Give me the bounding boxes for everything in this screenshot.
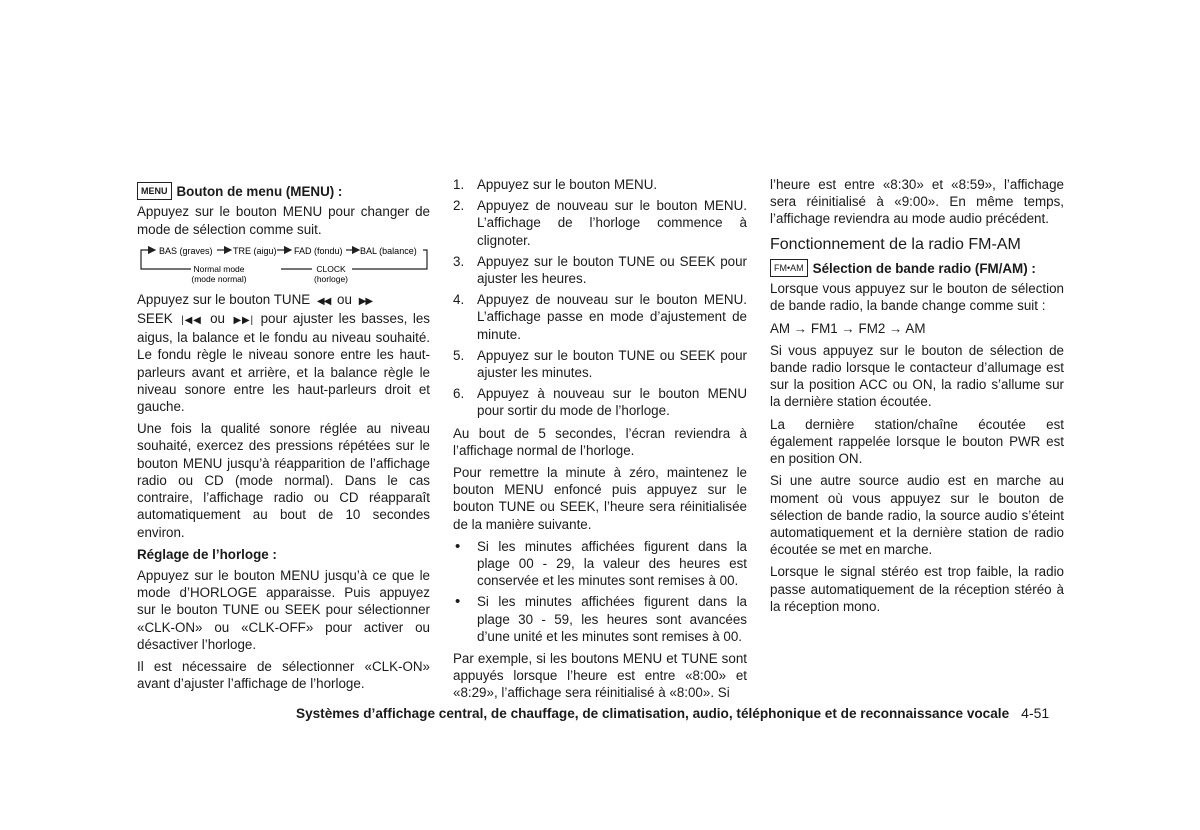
skip-back-icon: |◀◀ (181, 315, 202, 327)
footer-chapter-title: Systèmes d’affichage central, de chauffage, de climatisation, audio, téléphonique et de reconnaissance vocale (296, 706, 1010, 721)
tune-text: Appuyez sur le bouton TUNE (137, 291, 311, 307)
clock-steps-list (453, 176, 747, 420)
ou-text-2: ou (210, 311, 226, 327)
flow-normal-1: Normal mode (193, 263, 245, 274)
flow-fad: FAD (fondu) (294, 245, 343, 256)
stereo-paragraph: Lorsque le signal stéréo est trop faible, la radio passe automatiquement de la réception stéréo à la réception mono. (770, 564, 1064, 614)
rewind-icon: ◀◀ (316, 295, 331, 307)
flow-clock-2: (horloge) (313, 273, 349, 284)
sound-quality-paragraph: Une fois la qualité sonore réglée au niveau souhaité, exercez des pressions répétées sur le bouton MENU jusqu’à réapparition de l’affichage radio ou CD (mode normal). Dans le cas contraire, l’affichage radio ou CD réapparaît automatiquement au bout de 10 secondes environ. (137, 421, 430, 540)
clock-mode-paragraph: Appuyez sur le bouton MENU jusqu’à ce que le mode d’HORLOGE apparaisse. Puis appuyez sur le bouton TUNE ou SEEK pour sélectionner «CLK-ON» ou «CLK-OFF» pour activer ou désactiver l’horloge. (137, 567, 430, 652)
band-change-paragraph: Lorsque vous appuyez sur le bouton de sélection de bande radio, la bande change comme suit : (770, 281, 1064, 314)
clock-setting-heading: Réglage de l’horloge : (137, 546, 277, 562)
flow-bal: BAL (balance) (360, 245, 417, 256)
reset-rules-list (453, 538, 747, 645)
skip-forward-icon: ▶▶| (233, 315, 253, 327)
example-continued-paragraph: l’heure est entre «8:30» et «8:59», l’affichage sera réinitialisé à «9:00». En même temps, l’affichage reviendra au mode audio précédent. (770, 177, 1064, 227)
step-item: 1. Appuyez sur le bouton MENU. (453, 177, 658, 192)
tune-seek-rest: pour ajuster les basses, les aigus, la balance et le fondu au niveau souhaité. Le fondu règle le niveau sonore entre les haut-parleurs avant et arrière, et la balance règle le niveau sonore entre les haut-parleurs droit et gauche. (137, 311, 430, 415)
page-footer (296, 705, 1066, 721)
flow-clock-1: CLOCK (316, 263, 346, 274)
step-item: 5. Appuyez sur le bouton TUNE ou SEEK pour ajuster les minutes. (453, 347, 747, 381)
minute-reset-paragraph: Pour remettre la minute à zéro, maintenez le bouton MENU enfoncé puis appuyez sur le bouton TUNE ou SEEK, l’heure sera réinitialisée de la manière suivante. (453, 465, 747, 532)
step-item: 4. Appuyez de nouveau sur le bouton MENU. L’affichage passe en mode d’ajustement de minute. (453, 292, 747, 342)
flow-tre: TRE (aigu) (233, 245, 277, 256)
step-item: 3. Appuyez sur le bouton TUNE ou SEEK pour ajuster les heures. (453, 253, 747, 287)
seek-text: SEEK (137, 311, 173, 327)
step-item: 2. Appuyez de nouveau sur le bouton MENU. L’affichage de l’horloge commence à clignoter. (453, 198, 747, 248)
menu-paragraph: Appuyez sur le bouton MENU pour changer de mode de sélection comme suit. (137, 204, 430, 237)
column-right (770, 176, 1064, 620)
pwr-paragraph: La dernière station/chaîne écoutée est également rappelée lorsque le bouton PWR est en position ON. (770, 416, 1064, 467)
example-paragraph: Par exemple, si les boutons MENU et TUNE sont appuyés lorsque l’heure est entre «8:00» et «8:29», l’affichage sera réinitialisé à «8:00». Si (453, 651, 747, 701)
fast-forward-icon: ▶▶ (358, 295, 373, 307)
column-middle (453, 176, 747, 707)
bullet-item: • Si les minutes affichées figurent dans la plage 00 - 29, la valeur des heures est conservée et les minutes sont remises à 00. (453, 538, 747, 590)
ou-text-1: ou (337, 291, 352, 307)
step-item: 6. Appuyez à nouveau sur le bouton MENU pour sortir du mode de l’horloge. (453, 386, 747, 419)
radio-section-title: Fonctionnement de la radio FM-AM (770, 235, 1021, 253)
clock-return-paragraph: Au bout de 5 secondes, l’écran reviendra à l’affichage normal de l’horloge. (453, 425, 747, 458)
band-sequence: AM → FM1 → FM2 → AM (770, 320, 926, 336)
flow-normal-2: (mode normal) (191, 273, 247, 284)
page-number: 4-51 (1021, 705, 1050, 721)
other-source-paragraph: Si une autre source audio est en marche au moment où vous appuyez sur le bouton de sélection de bande radio, la source audio s’éteint automatiquement et la dernière station de radio écoutée se met en marche. (770, 473, 1064, 558)
menu-heading-label: Bouton de menu (MENU) : (176, 183, 343, 199)
menu-button-icon: MENU (137, 182, 172, 200)
band-select-heading (770, 259, 1064, 277)
flow-bas: BAS (graves) (159, 245, 213, 256)
clk-on-paragraph: Il est nécessaire de sélectionner «CLK-ON» avant d’ajuster l’affichage de l’horloge. (137, 658, 430, 692)
last-station-paragraph: Si vous appuyez sur le bouton de sélection de bande radio lorsque le contacteur d’allumage est sur la position ACC ou ON, la radio s’allume sur la dernière station écoutée. (770, 342, 1064, 410)
band-select-heading-label: Sélection de bande radio (FM/AM) : (812, 260, 1036, 276)
tune-seek-paragraph (137, 291, 430, 415)
bullet-item: • Si les minutes affichées figurent dans la plage 30 - 59, les heures sont avancées d’une unité et les minutes sont remises à 00. (453, 593, 747, 645)
column-left (137, 182, 430, 697)
menu-mode-flow-diagram (137, 243, 430, 285)
menu-heading (137, 182, 430, 200)
fm-am-button-icon: FM•AM (770, 259, 808, 277)
